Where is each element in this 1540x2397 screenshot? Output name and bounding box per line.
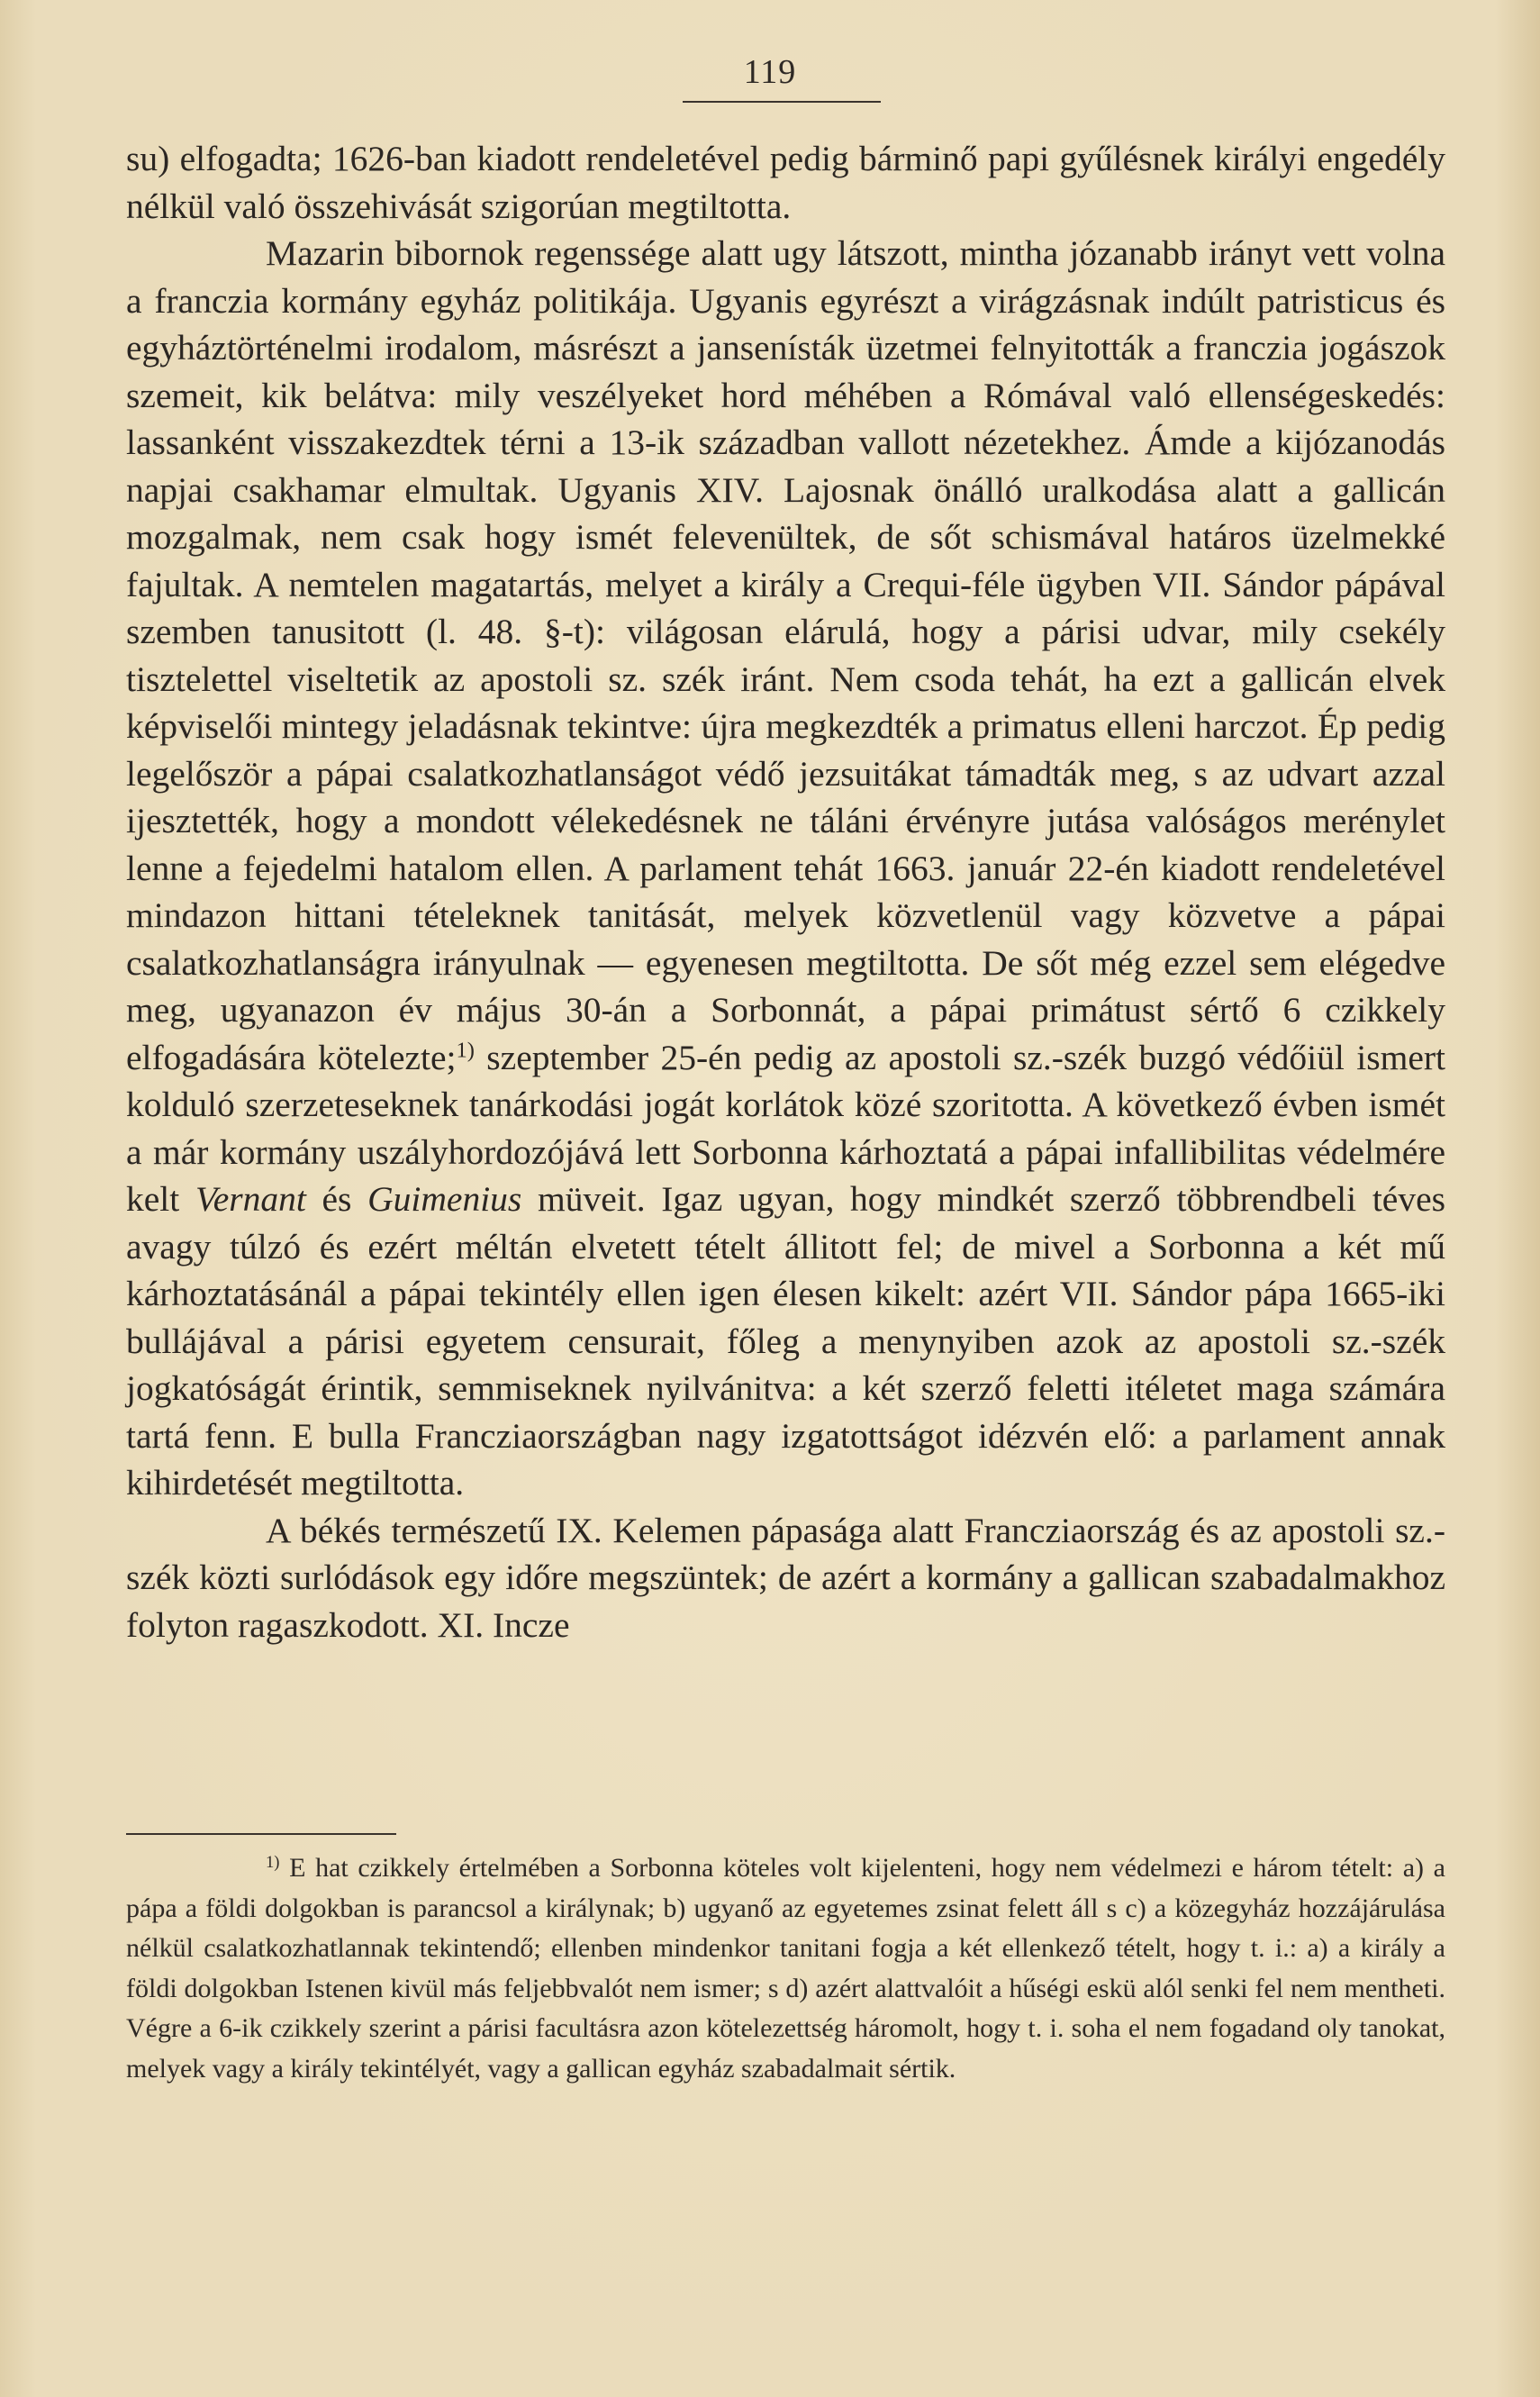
footnote-text: E hat czikkely értelmében a Sorbonna köteles volt kijelenteni, hogy nem védelmezi e három tételt: a) a pápa a földi dolgokban is parancsol a királynak; b) ugyanő az egyetemes zsinat felett áll s c) a közegyház hozzájárulása nélkül csalatkozhatlannak tekintendő; ellenben mindenkor tanitani fogja a két ellenkező tételt, hogy t. i.: a) a király a földi dolgokban Istenen kivül más feljebbvalót nem ismer; s d) azért alattvalóit a hűségi eskü alól senki fel nem mentheti. Végre a 6-ik czikkely szerint a párisi facultásra azon kötelezettség háromolt, hogy t. i. soha el nem fogadand oly tanokat, melyek vagy a király tekintélyét, vagy a gallican egyház szabadalmait sértik.: [126, 1853, 1445, 2084]
italic-author-name: Guimenius: [367, 1179, 522, 1219]
italic-author-name: Vernant: [195, 1179, 306, 1219]
footnote-reference: 1): [456, 1038, 475, 1063]
page-number: 119: [743, 53, 797, 91]
footnote-marker: 1): [266, 1852, 280, 1872]
paragraph: [126, 1507, 1445, 1649]
footnote: [126, 1848, 1445, 2089]
text-run: és: [305, 1179, 368, 1219]
text-run: Mazarin bibornok regenssége alatt ugy látszott, mintha józanabb irányt vett volna a franczia kormány egyház politikája. Ugyanis egyrészt a virágzásnak indúlt patristicus és egyháztörténelmi irodalom, másrészt a jansenísták üzetmei felnyitották a franczia jogászok szemeit, kik belátva: mily veszélyeket hord méhében a Rómával való ellenségeskedés: lassanként visszakezdtek térni a 13-ik században vallott nézetekhez. Ámde a kijózanodás napjai csakhamar elmultak. Ugyanis XIV. Lajosnak önálló uralkodása alatt a gallicán mozgalmak, nem csak hogy ismét felevenültek, de sőt schismával határos üzelmekké fajultak. A nemtelen magatartás, melyet a király a Crequi-féle ügyben VII. Sándor pápával szemben tanusitott (l. 48. §-t): világosan elárulá, hogy a párisi udvar, mily csekély tisztelettel viseltetik az apostoli sz. szék iránt. Nem csoda tehát, ha ezt a gallicán elvek képviselői mintegy jeladásnak tekintve: újra megkezdték a primatus elleni harczot. Ép pedig legelőször a pápai csalatkozhatlanságot védő jezsuitákat támadták meg, s az udvart azzal ijesztették, hogy a mondott vélekedésnek ne táláni érvényre jutása valóságos merénylet lenne a fejedelmi hatalom ellen. A parlament tehát 1663. január 22-én kiadott rendeletével mindazon hittani tételeknek tanitását, melyek közvetlenül vagy közvetve a pápai csalatkozhatlanságra irányulnak — egyenesen megtiltotta. De sőt még ezzel sem elégedve meg, ugyanazon év május 30-án a Sorbonnát, a pápai primátust sértő 6 czikkely elfogadására kötelezte;: [126, 233, 1445, 1077]
page-number-rule: [683, 101, 881, 103]
text-run: su) elfogadta; 1626-ban kiadott rendeletével pedig bárminő papi gyűlésnek királyi engedély nélkül való összehivását szigorúan megtiltotta.: [126, 139, 1445, 226]
text-run: szeptember 25-én pedig az apostoli sz.-szék buzgó védőiül ismert kolduló szerzeteseknek tanárkodási jogát korlátok közé szoritotta. A következő évben ismét a már kormány uszályhordozójává lett Sorbonna kárhoztatá a pápai infallibilitas védelmére kelt: [126, 1037, 1445, 1219]
text-run: A békés természetű IX. Kelemen pápasága alatt Francziaország és az apostoli sz.-szék közti surlódások egy időre megszüntek; de azért a kormány a gallican szabadalmakhoz folyton ragaszkodott. XI. Incze: [126, 1510, 1445, 1645]
paragraph: [126, 135, 1445, 230]
text-run: müveit. Igaz ugyan, hogy mindkét szerző többrendbeli téves avagy túlzó és ezért méltán elvetett tételt állitott fel; de mivel a Sorbonna a két mű kárhoztatásánál a pápai tekintély ellen igen élesen kikelt: azért VII. Sándor pápa 1665-iki bullájával a párisi egyetem censurait, főleg a menynyiben azok az apostoli sz.-szék jogkatóságát érintik, semmiseknek nyilvánitva: a két szerző feletti itéletet maga számára tartá fenn. E bulla Francziaországban nagy izgatottságot idézvén elő: a parlament annak kihirdetését megtiltotta.: [126, 1179, 1445, 1503]
paragraph: [126, 230, 1445, 1507]
body-text: [126, 135, 1445, 1648]
footnote-rule: [126, 1833, 396, 1835]
